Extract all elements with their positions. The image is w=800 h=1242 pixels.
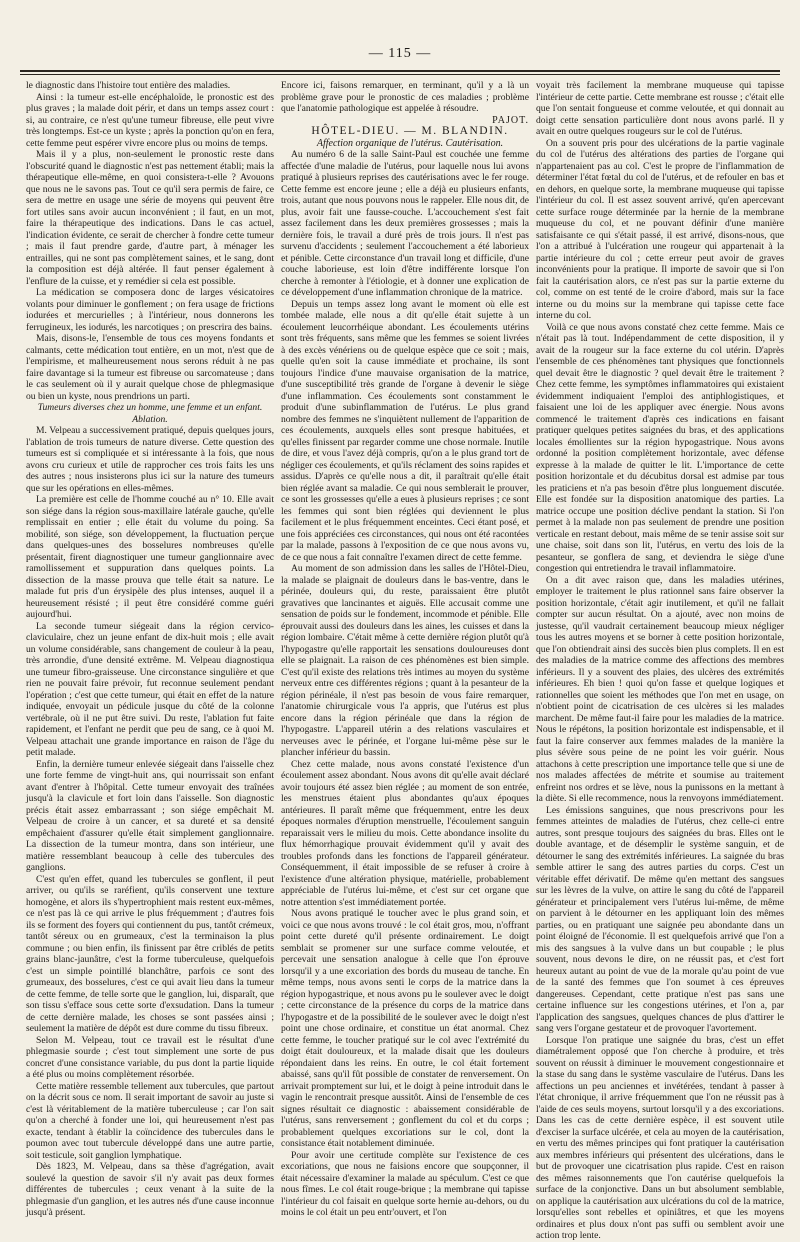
paragraph: Selon M. Velpeau, tout ce travail est le résultat d'une phlegmasie sourde ; c'est tout simplement une sorte de pus concret d'une consistance variable, du pus dont la partie liquide a été plus ou moins complètement résorbée. — [26, 1034, 274, 1080]
paragraph: La première est celle de l'homme couché au n° 10. Elle avait son siége dans la région sous-maxillaire latérale gauche, qu'elle remplissait en entier ; elle était du volume du poing. Sa mobilité, son siége, son développement, la fluctuation perçue dans quelques-unes des bosselures nombreuses qu'elle présentait, firent diagnostiquer une tumeur ganglionnaire avec ramollissement et suppuration dans quelques points. La dissection de la masse prouva que telle était sa nature. Le malade fut pris d'un érysipèle des plus intenses, auquel il a heureusement résisté ; il peut être considéré comme guéri aujourd'hui. — [26, 494, 274, 620]
paragraph: Depuis un temps assez long avant le moment où elle est tombée malade, elle nous a dit qu'elle était sujette à un écoulement leucorrhéique abondant. Les écoulements utérins sont très fréquents, sans même que les femmes se soient livrées à des excès vénériens ou de quelque espèce que ce soit ; mais, quelle qu'en soit la cause immédiate et prochaine, ils sont toujours l'indice d'une mauvaise organisation de la matrice, d'une susceptibilité très grande de l'organe à devenir le siège d'une inflammation. Ces écoulements sont constamment le produit d'une subinflammation de l'utérus. Le plus grand nombre des femmes ne s'inquiètent nullement de l'apparition de ces écoulements, auxquels elles sont presque habituées, et qu'elles finissent par regarder comme une chose normale. Inutile de dire, et vous l'avez déjà compris, qu'on a le plus grand tort de négliger ces écoulements, et qu'ils réclament des soins rapides et assidus. D'après ce qu'elle nous a dit, il paraîtrait qu'elle était bien réglée avant sa maladie. Ce qui nous semblerait le prouver, ce sont les grossesses qu'elle a eues à plusieurs reprises ; ce sont les femmes qui sont bien réglées qui deviennent le plus facilement et le plus fréquemment enceintes. Ceci étant posé, et une fois appréciées ces circonstances, qui nous ont été racontées par la malade, passons à l'exposition de ce que nous avons vu, de ce que nous a fait connaître l'examen direct de cette femme. — [281, 298, 529, 563]
paragraph: Les émissions sanguines, que nous prescrivons pour les femmes atteintes de maladies de l'utérus, chez celle-ci entre autres, sont presque toujours des saignées du bras. Elles ont le double avantage, et de désemplir le système sanguin, et de détourner le sang des extrémités inférieures. La saignée du bras semble attirer le sang des autres parties du corps. C'est un véritable effet dérivatif. De même qu'en mettant des sangsues sur les lèvres de la vulve, on attire le sang du côté de l'appareil générateur et principalement vers l'utérus lui-même, de même on parvient à le détourner en les appliquant loin des mêmes parties, ou en pratiquant une saignée peu abondante dans un point éloigné de l'économie. Il est quelquefois arrivé que l'on a mis des sangsues à la vulve dans un but coupable ; le plus souvent, nous devons le dire, on ne réussit pas, et c'est fort heureux autant au point de vue de la morale qu'au point de vue de la santé des femmes que l'on soumet à ces épreuves dangereuses. Cependant, cette pratique n'est pas sans une certaine influence sur les congestions utérines, et l'on a, par l'application des sangsues, quelques chances de plus d'attirer le sang vers l'organe gestateur et de provoquer l'avortement. — [536, 804, 784, 1034]
section-title: Tumeurs diverses chez un homme, une femme et un enfant. Ablation. — [37, 402, 263, 425]
paragraph: Voilà ce que nous avons constaté chez cette femme. Mais ce n'était pas là tout. Indépendamment de cette disposition, il y avait de la rougeur sur la face externe du col utérin. D'après l'ensemble de ces phénomènes tant physiques que fonctionnels quel devait être le diagnostic ? quel devait être le traitement ? Chez cette femme, les symptômes inflammatoires qui existaient évidemment indiquaient l'emploi des antiphlogistiques, et faisaient une loi de les appliquer avec énergie. Nous avons commencé le traitement d'après ces indications en faisant pratiquer quelques petites saignées du bras, et des applications locales émollientes sur la région hypogastrique. Nous avons ordonné la position complètement horizontale, avec défense expresse à la malade de quitter le lit. L'importance de cette position horizontale et du décubitus dorsal est admise par tous les praticiens et n'a pas besoin d'être plus longuement discutée. Elle est fondée sur la disposition anatomique des parties. La matrice occupe une position déclive pendant la station. Si l'on permet à la malade non pas seulement de prendre une position verticale en restant debout, mais même de se tenir assise soit sur une chaise, soit dans son lit, l'utérus, en vertu des lois de la pesanteur, se gonflera de sang, et deviendra le siège d'une congestion qui entretiendra le travail inflammatoire. — [536, 321, 784, 574]
paragraph: C'est qu'en effet, quand les tubercules se gonflent, il peut arriver, ou qu'ils se raréfient, qu'ils conservent une texture homogène, et alors ils s'hypertrophient mais restent eux-mêmes, ce n'est pas là ce qui arrive le plus fréquemment ; d'autres fois ils se forment des foyers qui contiennent du pus, tantôt crémeux, tantôt séreux ou en grumeaux, c'est la terminaison la plus commune ; ou bien enfin, ils finissent par être criblés de petits grains blanc-jaunâtre, c'est la forme tuberculeuse, quelquefois c'est un simple pointillé blanchâtre, parfois ce sont des grumeaux, des bosselures, c'est ce qui avait lieu dans la tumeur de cette femme, de telle sorte que le ganglion, lui, disparaît, que son tissu s'efface sous cette sorte d'exsudation. Dans la tumeur de cette dernière malade, les choses se sont passées ainsi ; seulement la matière de dépôt est dure comme du tissu fibreux. — [26, 873, 274, 1034]
paragraph: Au moment de son admission dans les salles de l'Hôtel-Dieu, la malade se plaignait de douleurs dans le bas-ventre, dans le périnée, douleurs qui, du reste, paraissaient être plutôt gravatives que lancinantes et aiguës. Elle accusait comme une sensation de poids sur le fondement, incommode et pénible. Elle éprouvait aussi des douleurs dans les aines, les cuisses et dans la région lombaire. C'était même à cette dernière région plutôt qu'à l'hypogastre qu'elle rapportait les sensations douloureuses dont elle se plaignait. La raison de ces phénomènes est bien simple. C'est qu'il existe des relations très intimes au moyen du système nerveux entre ces différentes régions ; quant à la pesanteur de la région périnéale, il n'est pas besoin de vous faire remarquer, l'anatomie chirurgicale vous l'a appris, que l'utérus est plus encore dans la région périnéale que dans la région de l'hypogastre. L'appareil utérin a des relations vasculaires et nerveuses avec le périnée, et l'organe lui-même pèse sur le plancher inférieur du bassin. — [281, 563, 529, 758]
paragraph: Mais il y a plus, non-seulement le pronostic reste dans l'obscurité quand le diagnostic n'est pas nettement établi; mais la thérapeutique elle-même, en quoi consistera-t-elle ? Avouons que nous ne le savons pas. Tout ce qu'il sera permis de faire, ce sera de mettre en usage une série de moyens qui peuvent être fort utiles sans avoir aucun inconvénient ; il faut, en un mot, faire la thérapeutique des indications. Dans le cas actuel, l'indication évidente, ce serait de chercher à fondre cette tumeur ; mais il faut prendre garde, d'autre part, à ménager les entrailles, qui ne sont pas complètement saines, et le sang, dont la composition est déjà altérée. Il faut penser également à l'enflure de la cuisse, et y remédier si cela est possible. — [26, 149, 274, 287]
paragraph: Nous avons pratiqué le toucher avec le plus grand soin, et voici ce que nous avons trouvé : le col était gros, mou, n'offrant point cette dureté qu'il présente ordinairement. Le doigt semblait se promener sur une surface comme veloutée, et percevait une sensation analogue à celle que l'on éprouve lorsqu'il y a une excoriation des bords du museau de tanche. En même temps, nous avons senti le corps de la matrice dans la région hypogastrique, et nous avons pu le soulever avec le doigt ; cette circonstance de la présence du corps de la matrice dans l'hypogastre et de la possibilité de le soulever avec le doigt n'est point une chose ordinaire, et constitue un état anormal. Chez cette femme, le toucher pratiqué sur le col avec l'extrémité du doigt était douloureux, et la malade disait que les douleurs répondaient dans les reins. En outre, le col était fortement abaissé, sans qu'il fût possible de constater de renversement. On arrivait promptement sur lui, et le doigt à peine introduit dans le vagin le rencontrait presque aussitôt. Ainsi de l'ensemble de ces signes résultait ce diagnostic : abaissement considérable de l'utérus, sans renversement ; gonflement du col et du corps ; probablement quelques excoriations sur le col, dont la consistance était notablement diminuée. — [281, 908, 529, 1149]
paragraph: Chez cette malade, nous avons constaté l'existence d'un écoulement assez abondant. Nous avons dit qu'elle avait déclaré avoir toujours été assez bien réglée ; au moment de son entrée, les menstrues étaient plus abondantes qu'aux époques antérieures. Il paraît même que fréquemment, entre les deux époques normales d'éruption menstruelle, l'écoulement sanguin reparaissait vers le milieu du mois. Cette abondance insolite du flux hémorrhagique prouvait évidemment qu'il y avait des troubles profonds dans les fonctions de l'appareil générateur. Conséquemment, il était impossible de se refuser à croire à l'existence d'une altération physique, matérielle, probablement appréciable de l'utérus lui-même, et c'est sur cet organe que notre attention s'est immédiatement portée. — [281, 758, 529, 908]
paragraph: On a souvent pris pour des ulcérations de la partie vaginale du col de l'utérus des altérations des parties de l'organe qui n'appartenaient pas au col. C'est le propre de l'inflammation de déterminer l'état fœtal du col de l'utérus, et de refouler en bas et en dehors, en quelque sorte, la membrane muqueuse qui tapisse l'intérieur du col. Il est assez souvent arrivé, qu'en apercevant cette surface rouge déterminée par la hernie de la membrane muqueuse du col, et ne pouvant définir d'une manière satisfaisante ce qui s'était passé, il est arrivé, disons-nous, que l'on a attribué à l'ulcération une rougeur qui appartenait à la partie intérieure du col ; cette erreur peut avoir de graves inconvénients pour la pratique. Il importe de savoir que si l'on fait la cautérisation alors, ce n'est pas sur la partie externe du col, comme on est tenté de le croire d'abord, mais sur la face interne ou du moins sur la membrane qui tapisse cette face interne du col. — [536, 137, 784, 321]
paragraph: Lorsque l'on pratique une saignée du bras, c'est un effet diamétralement opposé que l'on cherche à produire, et très souvent on réussit à diminuer le mouvement congestionnaire et la stase du sang dans le système vasculaire de l'utérus. Dans les affections un peu anciennes et invétérées, tendant à passer à l'état chronique, il arrive fréquemment que l'on ne réussit pas à l'aide de ces seuls moyens, surtout lorsqu'il y a des excoriations. Dans les cas de cette dernière espèce, il est souvent utile d'exciser la surface ulcérée, et cela au moyen de la cautérisation, en vertu des mêmes principes qui font pratiquer la cautérisation aux membres inférieurs qui présentent des ulcérations, dans le but de provoquer une cicatrisation plus rapide. C'est en raison des mêmes raisonnements que l'on cautérise quelquefois la surface de la conjonctive. Dans un but absolument semblable, on applique la cautérisation aux ulcérations du col de la matrice, lorsqu'elles sont rebelles et opiniâtres, et que les moyens ordinaires et plus doux n'ont pas suffi ou semblent avoir une action trop lente. — [536, 1034, 784, 1241]
header-rule — [20, 70, 780, 75]
column-3 — [536, 80, 784, 1242]
paragraph: voyait très facilement la membrane muqueuse qui tapisse l'intérieur de cette partie. Cette membrane est rousse ; c'était elle que l'on sentait fongueuse et comme veloutée, et qui donnait au doigt cette sensation particulière dont nous avons parlé. Il y avait en outre quelques rougeurs sur le col de l'utérus. — [536, 80, 784, 137]
article-heading: HÔTEL-DIEU. — M. BLANDIN. — [311, 125, 509, 137]
paragraph: La médication se composera donc de larges vésicatoires volants pour diminuer le gonflement ; on fera usage de frictions iodurées et mercurielles ; à l'intérieur, nous donnerons les ferrugineux, les iodurés, les narcotiques ; on prescrira des bains. — [26, 287, 274, 333]
article-subtitle: Affection organique de l'utérus. Cautérisation. — [316, 137, 504, 149]
page-number: — 115 — — [368, 46, 432, 61]
paragraph: On a dit avec raison que, dans les maladies utérines, employer le traitement le plus rationnel sans faire observer la position horizontale, c'était agir inutilement, et qu'il ne fallait compter sur aucun résultat. On a ajouté, avec non moins de justesse, qu'il vaudrait certainement beaucoup mieux négliger tous les autres moyens et se borner à cette position horizontale, que l'on obtiendrait ainsi des succès bien plus complets. Il en est des maladies de la matrice comme des affections des membres inférieurs. Il y a souvent des plaies, des ulcères des extrémités inférieures. Eh bien ! quoi qu'on fasse et quelque logiques et rationnelles que soient les méthodes que l'on met en usage, on n'obtient point de cicatrisation de ces ulcères si les malades marchent. De même faut-il faire pour les maladies de la matrice. Nous le répétons, la position horizontale est indispensable, et il faut la faire conserver aux femmes malades de la manière la plus sévère sous peine de ne point les voir guérir. Nous attachons à cette prescription une importance telle que si une de nos malades affectées de métrite et soumise au traitement enfreint nos ordres et se lève, nous la punissons en la mettant à la diète. Si elle recommence, nous la renvoyons immédiatement. — [536, 574, 784, 804]
paragraph: Dès 1823, M. Velpeau, dans sa thèse d'agrégation, avait soulevé la question de savoir s'il n'y avait pas deux formes différentes de tubercules ; ceux venant à la suite de la phlegmasie d'un ganglion, et les autres nés d'une cause inconnue jusqu'à présent. — [26, 1161, 274, 1218]
paragraph: Cette matière ressemble tellement aux tubercules, que partout on la décrit sous ce nom. Il serait important de savoir au juste si c'est là véritablement de la matière tuberculeuse ; car l'on sait qu'on a cherché à fonder une loi, qui heureusement n'est pas exacte, tendant à établir la coïncidence des tubercules dans le poumon avec tout tubercule développé dans une autre partie, soit testicule, soit ganglion lymphatique. — [26, 1080, 274, 1161]
paragraph: le diagnostic dans l'histoire tout entière des maladies. — [26, 80, 231, 91]
paragraph: Mais, disons-le, l'ensemble de tous ces moyens fondants et calmants, cette médication tout entière, en un mot, n'est que de l'empirisme, et malheureusement nous serons réduit à ne pas faire davantage si la tumeur est fibreuse ou sarcomateuse ; dans le cas seulement où il y aurait quelque chose de phlegmasique ou bien un kyste, nous prendrions un parti. — [26, 333, 274, 402]
column-2 — [281, 80, 529, 1242]
paragraph: M. Velpeau a successivement pratiqué, depuis quelques jours, l'ablation de trois tumeurs de nature diverse. Cette question des tumeurs est si compliquée et si intéressante à la fois, que nous avons cru curieux et utile de rapprocher ces trois faits les uns des autres ; nous insisterons plus ici sur la nature des tumeurs que sur les opérations en elles-mêmes. — [26, 425, 274, 494]
paragraph: Encore ici, faisons remarquer, en terminant, qu'il y a là un problème grave pour le pronostic de ces maladies ; problème que l'anatomie pathologique est appelée à résoudre. — [281, 80, 529, 114]
paragraph: Pour avoir une certitude complète sur l'existence de ces excoriations, que nous ne faisions encore que soupçonner, il était nécessaire d'examiner la malade au spéculum. C'est ce que nous fîmes. Le col était rouge-brique ; la membrane qui tapisse l'intérieur du col faisait en quelque sorte hernie au-dehors, ou du moins le col était un peu entr'ouvert, et l'on — [281, 1149, 529, 1218]
column-1 — [26, 80, 274, 1242]
paragraph: Enfin, la dernière tumeur enlevée siégeait dans l'aisselle chez une forte femme de vingt-huit ans, qui nourrissait son enfant avant d'entrer à l'hôpital. Cette tumeur envoyait des traînées jusqu'à la clavicule et fort loin dans l'aisselle. Son diagnostic précis était assez embarrassant ; son siége empêchait M. Velpeau de croire à un cancer, et sa dureté et sa densité empêchaient d'assurer qu'elle était simplement ganglionnaire. La dissection de la tumeur montra, dans son intérieur, une matière ressemblant beaucoup à celle des tubercules des ganglions. — [26, 758, 274, 873]
text-columns — [26, 80, 784, 1241]
author-signature: PAJOT. — [492, 114, 529, 126]
paragraph: La seconde tumeur siégeait dans la région cervico-claviculaire, chez un jeune enfant de dix-huit mois ; elle avait un volume considérable, sans changement de couleur à la peau, très arrondie, d'une densité extrême. M. Velpeau diagnostiqua une tumeur fibro-graisseuse. Une circonstance singulière et que rien ne pouvait faire prévoir, fut reconnue seulement pendant l'opération ; c'est que cette tumeur, qui était en effet de la nature indiquée, envoyait un pédicule jusque du côté de la colonne vertébrale, où il ne put être suivi. Du reste, l'ablation fut faite rapidement, et l'enfant ne perdit que peu de sang, ce à quoi M. Velpeau attachait une grande importance en raison de l'âge du petit malade. — [26, 620, 274, 758]
paragraph: Ainsi : la tumeur est-elle encéphaloïde, le pronostic est des plus graves ; la malade doit périr, et dans un temps assez court : si, au contraire, ce n'est qu'une tumeur fibreuse, elle peut vivre très longtemps. Est-ce un kyste ; après la ponction qu'on en fera, cette femme peut espérer vivre encore plus ou moins de temps. — [26, 91, 274, 149]
paragraph: Au numéro 6 de la salle Saint-Paul est couchée une femme affectée d'une maladie de l'utérus, pour laquelle nous lui avons pratiqué à plusieurs reprises des cautérisations avec le fer rouge. Cette femme est encore jeune ; elle a déjà eu plusieurs enfants, trois, autant que nous pouvons nous le rappeler. Elle nous dit, de plus, avoir fait une fausse-couche. L'accouchement s'est fait assez facilement dans les deux premières grossesses ; mais la dernière fois, le travail a duré près de trois jours. Il n'est pas survenu d'accidents ; seulement l'accouchement a été laborieux et pénible. Cette circonstance d'un travail long et difficile, d'une couche laborieuse, est loin d'être indifférente lorsque l'on cherche à remonter à l'étiologie, et à donner une explication de ce développement d'une inflammation chronique de la matrice. — [281, 149, 529, 298]
